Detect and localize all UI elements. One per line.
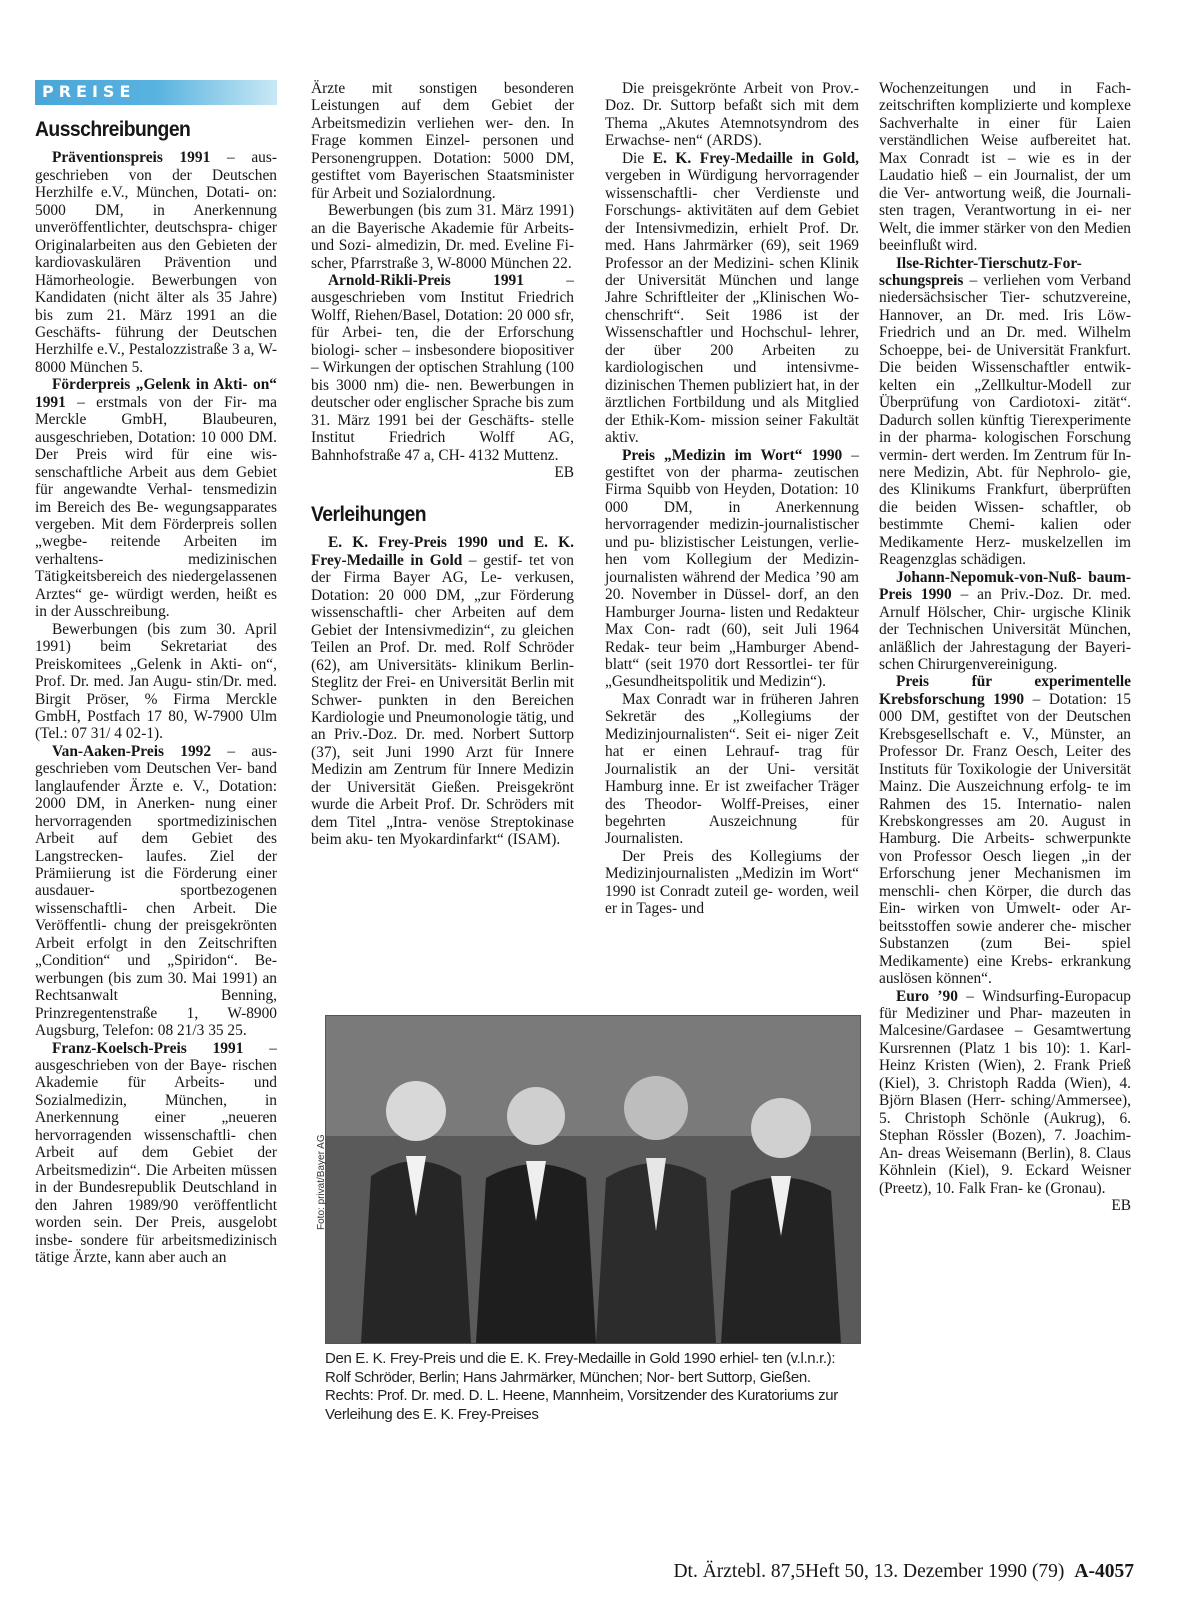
photo-credit: Foto: privat/Bayer AG (316, 1134, 327, 1230)
paragraph: Die preisgekrönte Arbeit von Prov.-Doz. Dr. Suttorp befaßt sich mit dem Thema „Akutes Atemnotsyndrom des Erwachse- nen“ (ARDS). (605, 80, 859, 150)
column-3-body (605, 80, 859, 918)
paragraph: Wochenzeitungen und in Fach- zeitschriften komplizierte und komplexe Sachverhalte in einer für Laien verständlichen Weise aufbereitet hat. Max Conradt ist – wie es in der Laudatio hieß – ein Journalist, der um die Ver- antwortung weiß, die Journali- sten tragen, Verantwortung in ei- ner Welt, die immer stärker von den Medien beeinflußt wird. (879, 80, 1131, 255)
column-2 (311, 80, 574, 849)
prize-name: Arnold-Rikli-Preis 1991 (327, 271, 524, 289)
banner-label: PREISE (42, 82, 136, 101)
paragraph: Van-Aaken-Preis 1992 – aus- geschrieben vom Deutschen Ver- band langlaufender Ärzte e. V., Dotation: 2000 DM, in Anerken- nung einer hervorragenden sportmedizinischen Arbeit auf dem Gebiet des Langstrecken- laufes. Ziel der Prämiierung ist die Förderung einer ausdauer- sportbezogenen wissenschaftli- chen Arbeit. Die Veröffentli- chung der preisgekrönten Arbeit erfolgt in den Zeitschriften „Condition“ und „Spiridon“. Be- werbungen (bis zum 30. Mai 1991) an Rechtsanwalt Benning, Prinzregentenstraße 1, W-8900 Augsburg, Telefon: 08 21/3 35 25. (35, 742, 277, 1040)
paragraph: Förderpreis „Gelenk in Akti- on“ 1991 – erstmals von der Fir- ma Merckle GmbH, Blaubeuren, ausgeschrieben, Dotation: 10 000 DM. Der Preis wird für eine wis- senschaftliche Arbeit aus dem Gebiet für angewandte Verhal- tensmedizin im Bereich des Be- wegungsapparates vergeben. Mit dem Förderpreis sollen „wegbe- reitende Arbeiten im verhaltens- medizinischen Tätigkeitsbereich des niedergelassenen Arztes“ ge- würdigt werden, heißt es in der Ausschreibung. (35, 376, 277, 621)
prize-name: Van-Aaken-Preis 1992 (51, 742, 212, 760)
heading-ausschreibungen: Ausschreibungen (35, 117, 191, 141)
paragraph: Präventionspreis 1991 – aus- geschrieben von der Deutschen Herzhilfe e.V., München, Dotati- on: 5000 DM, in Anerkennung unveröffentlichter, deutschspra- chiger Originalarbeiten aus den Gebieten der kardiovaskulären Prävention und Hämorheologie. Bewerbungen von Kandidaten (nicht älter als 35 Jahre) bis zum 21. März 1991 an die Geschäfts- führung der Deutschen Herzhilfe e.V., Pestalozzistraße 3 a, W-8000 München 5. (35, 149, 277, 376)
paragraph: Ärzte mit sonstigen besonderen Leistungen auf dem Gebiet der Arbeitsmedizin verliehen wer- den. In Frage kommen Einzel- personen und Personengruppen. Dotation: 5000 DM, gestiftet vom Bayerischen Staatsminister für Arbeit und Sozialordnung. (311, 80, 574, 202)
paragraph: Preis für experimentelle Krebsforschung 1990 – Dotation: 15 000 DM, gestiftet von der Deutschen Krebsgesellschaft e. V., Münster, an Professor Dr. Franz Oesch, Leiter des Instituts für Toxikologie der Universität Mainz. Die Auszeichnung erfolg- te im Rahmen des 15. Internatio- nalen Krebskongresses am 20. August in Hamburg. Die Arbeits- schwerpunkte von Professor Oesch liegen „in der Erforschung jener Mechanismen im menschli- chen Körper, die durch das Ein- wirken von Umwelt- oder Ar- beitsstoffen sowie anderer che- mischer Substanzen (zum Bei- spiel Medikamente) eine Krebs- erkrankung auslösen können“. (879, 673, 1131, 988)
column-1-body (35, 149, 277, 1266)
paragraph: Max Conradt war in früheren Jahren Sekretär des „Kollegiums der Medizinjournalisten“. Seit ei- niger Zeit hat er einen Lehrauf- trag für Journalistik an der Uni- versität Hamburg inne. Er ist zweifacher Träger des Theodor- Wolff-Preises, einer begehrten Auszeichnung für Journalisten. (605, 690, 859, 848)
paragraph: Euro ’90 – Windsurfing-Europacup für Mediziner und Phar- mazeuten in Malcesine/Gardasee – Gesamtwertung Kursrennen (Platz 1 bis 10): 1. Karl-Heinz Kristen (Wien), 2. Frank Prieß (Kiel), 3. Christoph Radda (Wien), 4. Björn Blasen (Herr- sching/Ammersee), 5. Christoph Schönle (Aukrug), 6. Stephan Rössler (Bozen), 7. Joachim-An- dreas Weisemann (Berlin), 8. Claus Köhnlein (Kiel), 9. Eckard Weisner (Preetz), 10. Falk Fran- ke (Gronau). EB (879, 987, 1131, 1214)
author-signature: EB (554, 463, 574, 481)
column-4-body (879, 80, 1131, 1214)
photo-caption: Den E. K. Frey-Preis und die E. K. Frey-Medaille in Gold 1990 erhiel- ten (v.l.n.r.): Rolf Schröder, Berlin; Hans Jahrmärker, München; Nor- bert Suttorp, Gießen. Rechts: Prof. Dr. med. D. L. Heene, Mannheim, Vorsitzender des Kuratoriums zur Verleihung des E. K. Frey-Preises (325, 1350, 838, 1423)
prize-name: Preis „Medizin im Wort“ 1990 (621, 446, 843, 464)
paragraph: Der Preis des Kollegiums der Medizinjournalisten „Medizin im Wort“ 1990 ist Conradt zuteil ge- worden, weil er in Tages- und (605, 847, 859, 918)
prize-name: Ilse-Richter-Tierschutz-For- schungspreis (879, 254, 1082, 289)
prize-name: E. K. Frey-Preis 1990 und E. K. Frey-Medaille in Gold (311, 534, 574, 569)
prize-name: Förderpreis „Gelenk in Akti- on“ 1991 (35, 376, 277, 411)
paragraph: Bewerbungen (bis zum 30. April 1991) beim Sekretariat des Preiskomitees „Gelenk in Akti- on“, Prof. Dr. med. Jan Augu- stin/Dr. med. Birgit Pröser, % Firma Merckle GmbH, Postfach 17 80, W-7900 Ulm (Tel.: 07 31/ 4 02-1). (35, 620, 277, 743)
column-2-top (311, 80, 575, 481)
prize-name: Präventionspreis 1991 (51, 149, 211, 167)
column-2-bottom (311, 534, 574, 848)
author-signature: EB (1111, 1197, 1131, 1214)
prize-name: Preis für experimentelle Krebsforschung 1990 (879, 673, 1131, 708)
column-4 (879, 80, 1131, 1214)
award-photo (325, 1015, 861, 1344)
heading-verleihungen: Verleihungen (311, 501, 427, 526)
prize-name: Johann-Nepomuk-von-Nuß- baum-Preis 1990 (879, 568, 1131, 604)
paragraph: Franz-Koelsch-Preis 1991 – ausgeschrieben von der Baye- rischen Akademie für Arbeits- und Sozialmedizin, München, in Anerkennung einer „neueren hervorragenden wissenschaftli- chen Arbeit auf dem Gebiet der Arbeitsmedizin“. Die Arbeiten müssen in der Bundesrepublik Deutschland in den Jahren 1989/90 veröffentlicht worden sein. Der Preis, ausgelobt insbe- sondere für arbeitsmedizinisch tätige Ärzte, kann aber auch an (35, 1039, 278, 1266)
page-number: A-4057 (1074, 1561, 1134, 1582)
footer-citation: Dt. Ärztebl. 87,5Heft 50, 13. Dezember 1990 (79) (673, 1561, 1065, 1582)
paragraph: Bewerbungen (bis zum 31. März 1991) an die Bayerische Akademie für Arbeits- und Sozi- almedizin, Dr. med. Eveline Fi- scher, Pfarrstraße 3, W-8000 München 22. (311, 202, 574, 272)
paragraph: Ilse-Richter-Tierschutz-For- schungspreis – verliehen vom Verband niedersächsischer Tier- schutzvereine, Hannover, an Dr. med. Iris Löw-Friedrich und an Dr. med. Wilhelm Schoeppe, bei- de Universität Frankfurt. Die beiden Wissenschaftler entwik- kelten ein „Zellkultur-Modell zur Überprüfung von Cardiotoxi- zität“. Dadurch sollen künftig Tierexperimente in der pharma- kologischen Forschung vermin- dert werden. Im Zentrum für In- nere Medizin, Abt. für Nephrolo- gie, des Klinikums Frankfurt, überprüften die beiden Wissen- schaftler, ob bestimmte Chemi- kalien oder Medikamente Herz- muskelzellen im Reagenzglas schädigen. (879, 254, 1131, 569)
paragraph: Johann-Nepomuk-von-Nuß- baum-Preis 1990 – an Priv.-Doz. Dr. med. Arnulf Hölscher, Chir- urgische Klinik der Technischen Universität München, anläßlich der Jahrestagung der Bayeri- schen Chirurgenvereinigung. (879, 568, 1131, 673)
column-3 (605, 80, 859, 918)
paragraph: Die E. K. Frey-Medaille in Gold, vergeben in Würdigung hervorragender wissenschaftli- cher Verdienste und Forschungs- aktivitäten auf dem Gebiet der Intensivmedizin, erhielt Prof. Dr. med. Hans Jahrmärker (69), seit 1969 Professor an der Medizini- schen Klinik der Universität München und lange Jahre Schriftleiter der „Klinischen Wo- chenschrift“. Seit 1986 ist der Wissenschaftler und Hochschul- lehrer, der über 200 Arbeiten zu kardiologischen und intensivme- dizinischen Themen publiziert hat, in der ärztlichen Fortbildung und als Mitglied der Ethik-Kom- mission seiner Fakultät aktiv. (605, 149, 859, 447)
paragraph: E. K. Frey-Preis 1990 und E. K. Frey-Medaille in Gold – gestif- tet von der Firma Bayer AG, Le- verkusen, Dotation: 20 000 DM, „zur Förderung wissenschaftli- cher Arbeiten auf dem Gebiet der Intensivmedizin“, zu gleichen Teilen an Prof. Dr. med. Rolf Schröder (62), am Universitäts- klinikum Berlin-Steglitz der Frei- en Universität Berlin mit Schwer- punkten in den Bereichen Kardiologie und Pneumonologie tätig, und an Priv.-Doz. Dr. med. Norbert Suttorp (37), seit Juni 1990 Arzt für Innere Medizin am Zentrum für Innere Medizin der Universität Gießen. Preisgekrönt wurde die Arbeit Prof. Dr. Schröders mit dem Titel „Intra- venöse Streptokinase beim aku- ten Myokardinfarkt“ (ISAM). (311, 534, 574, 849)
section-banner (35, 80, 277, 105)
paragraph: Arnold-Rikli-Preis 1991 – ausgeschrieben vom Institut Friedrich Wolff, Riehen/Basel, Dotation: 20 000 sfr, für Arbei- ten, die der Erforschung biologi- scher – insbesondere biopositiver – Wirkungen der optischen Strahlung (100 bis 3000 nm) die- nen. Bewerbungen in deutscher oder englischer Sprache bis zum 31. März 1991 bei der Geschäfts- stelle Institut Friedrich Wolff AG, Bahnhofstraße 47 a, CH- 4132 Muttenz. EB (311, 271, 575, 481)
paragraph: Preis „Medizin im Wort“ 1990 – gestiftet von der pharma- zeutischen Firma Squibb von Heyden, Dotation: 10 000 DM, in Anerkennung hervorragender medizin-journalistischer und pu- blizistischer Leistungen, verlie- hen vom Kollegium der Medizin- journalisten während der Medica ’90 am 20. November in Düssel- dorf, an den Hamburger Journa- listen und Redakteur Max Con- radt (60), seit Juli 1964 Redak- teur beim „Hamburger Abend- blatt“ (seit 1970 dort Ressortlei- ter für „Gesundheitspolitik und Medizin“). (605, 446, 859, 691)
prize-name: Euro ’90 (895, 987, 958, 1005)
award-photo-illustration (326, 1016, 860, 1343)
prize-name: Franz-Koelsch-Preis 1991 (51, 1039, 244, 1057)
column-1 (35, 80, 277, 1266)
page-footer (606, 1561, 1134, 1583)
